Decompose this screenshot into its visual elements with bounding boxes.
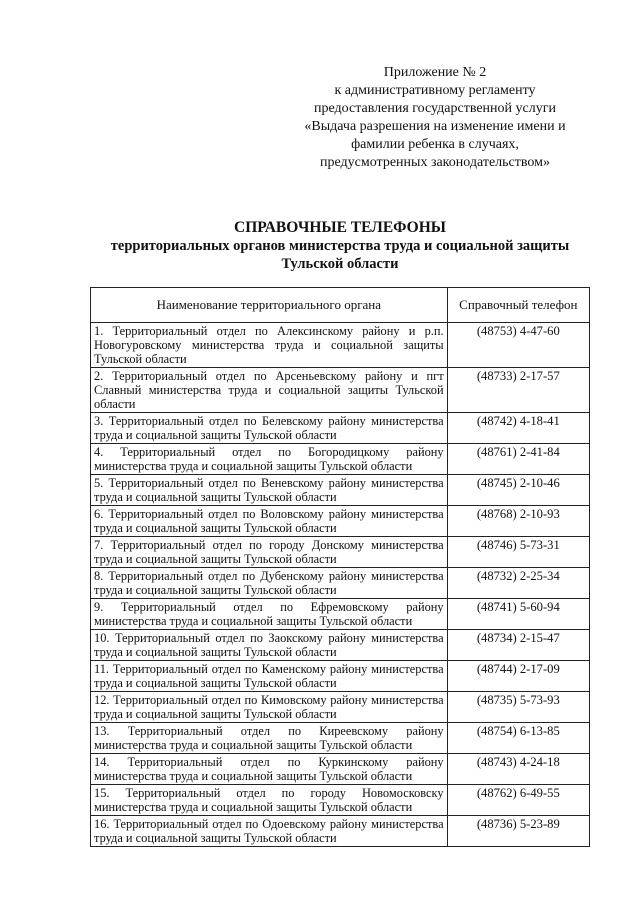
phone-cell: (48732) 2-25-34 bbox=[447, 568, 589, 599]
appendix-line: к административному регламенту bbox=[334, 83, 536, 98]
table-row bbox=[91, 723, 590, 754]
office-name-cell: 13. Территориальный отдел по Киреевскому району министерства труда и социальной защиты Тульской области bbox=[91, 723, 448, 754]
table-row bbox=[91, 785, 590, 816]
phone-cell: (48744) 2-17-09 bbox=[447, 661, 589, 692]
table-row bbox=[91, 568, 590, 599]
phone-directory-table bbox=[90, 287, 590, 847]
office-name-cell: 9. Территориальный отдел по Ефремовскому району министерства труда и социальной защиты Тульской области bbox=[91, 599, 448, 630]
document-heading bbox=[60, 219, 620, 273]
office-name-cell: 11. Территориальный отдел по Каменскому району министерства труда и социальной защиты Тульской области bbox=[91, 661, 448, 692]
table-row bbox=[91, 323, 590, 368]
document-title: СПРАВОЧНЫЕ ТЕЛЕФОНЫ bbox=[234, 219, 446, 236]
office-name-cell: 15. Территориальный отдел по городу Новомосковску министерства труда и социальной защиты Тульской области bbox=[91, 785, 448, 816]
office-name-cell: 16. Территориальный отдел по Одоевскому району министерства труда и социальной защиты Тульской области bbox=[91, 816, 448, 847]
table-row bbox=[91, 754, 590, 785]
document-subtitle: Тульской области bbox=[281, 256, 399, 272]
office-name-cell: 10. Территориальный отдел по Заокскому району министерства труда и социальной защиты Тульской области bbox=[91, 630, 448, 661]
phone-cell: (48754) 6-13-85 bbox=[447, 723, 589, 754]
table-row bbox=[91, 630, 590, 661]
phone-cell: (48734) 2-15-47 bbox=[447, 630, 589, 661]
phone-cell: (48743) 4-24-18 bbox=[447, 754, 589, 785]
phone-cell: (48746) 5-73-31 bbox=[447, 537, 589, 568]
phone-cell: (48735) 5-73-93 bbox=[447, 692, 589, 723]
phone-cell: (48768) 2-10-93 bbox=[447, 506, 589, 537]
appendix-line: фамилии ребенка в случаях, bbox=[351, 137, 519, 152]
office-name-cell: 4. Территориальный отдел по Богородицкому району министерства труда и социальной защиты Тульской области bbox=[91, 444, 448, 475]
office-name-cell: 1. Территориальный отдел по Алексинскому району и р.п. Новогуровскому министерства труда и социальной защиты Тульской области bbox=[91, 323, 448, 368]
appendix-note bbox=[280, 64, 590, 172]
table-header-row bbox=[91, 288, 590, 323]
table-row bbox=[91, 475, 590, 506]
table-row bbox=[91, 506, 590, 537]
office-name-cell: 14. Территориальный отдел по Куркинскому району министерства труда и социальной защиты Тульской области bbox=[91, 754, 448, 785]
office-name-cell: 7. Территориальный отдел по городу Донскому министерства труда и социальной защиты Тульской области bbox=[91, 537, 448, 568]
column-header-name: Наименование территориального органа bbox=[91, 288, 448, 323]
office-name-cell: 3. Территориальный отдел по Белевскому району министерства труда и социальной защиты Тульской области bbox=[91, 413, 448, 444]
phone-cell: (48736) 5-23-89 bbox=[447, 816, 589, 847]
appendix-line: предусмотренных законодательством» bbox=[320, 155, 550, 170]
office-name-cell: 8. Территориальный отдел по Дубенскому району министерства труда и социальной защиты Тульской области bbox=[91, 568, 448, 599]
table-row bbox=[91, 599, 590, 630]
appendix-line: предоставления государственной услуги bbox=[314, 101, 556, 116]
document-subtitle: территориальных органов министерства труда и социальной защиты bbox=[110, 238, 570, 254]
office-name-cell: 12. Территориальный отдел по Кимовскому району министерства труда и социальной защиты Тульской области bbox=[91, 692, 448, 723]
column-header-phone: Справочный телефон bbox=[447, 288, 589, 323]
table-row bbox=[91, 537, 590, 568]
office-name-cell: 2. Территориальный отдел по Арсеньевскому району и пгт Славный министерства труда и социальной защиты Тульской области bbox=[91, 368, 448, 413]
table-row bbox=[91, 444, 590, 475]
appendix-line: Приложение № 2 bbox=[383, 65, 487, 80]
office-name-cell: 6. Территориальный отдел по Воловскому району министерства труда и социальной защиты Тульской области bbox=[91, 506, 448, 537]
appendix-line: «Выдача разрешения на изменение имени и bbox=[304, 119, 566, 134]
phone-cell: (48745) 2-10-46 bbox=[447, 475, 589, 506]
table-row bbox=[91, 413, 590, 444]
table-row bbox=[91, 661, 590, 692]
office-name-cell: 5. Территориальный отдел по Веневскому району министерства труда и социальной защиты Тульской области bbox=[91, 475, 448, 506]
table-row bbox=[91, 692, 590, 723]
phone-cell: (48742) 4-18-41 bbox=[447, 413, 589, 444]
phone-cell: (48741) 5-60-94 bbox=[447, 599, 589, 630]
table-row bbox=[91, 368, 590, 413]
phone-cell: (48761) 2-41-84 bbox=[447, 444, 589, 475]
phone-cell: (48753) 4-47-60 bbox=[447, 323, 589, 368]
table-row bbox=[91, 816, 590, 847]
phone-cell: (48762) 6-49-55 bbox=[447, 785, 589, 816]
phone-cell: (48733) 2-17-57 bbox=[447, 368, 589, 413]
